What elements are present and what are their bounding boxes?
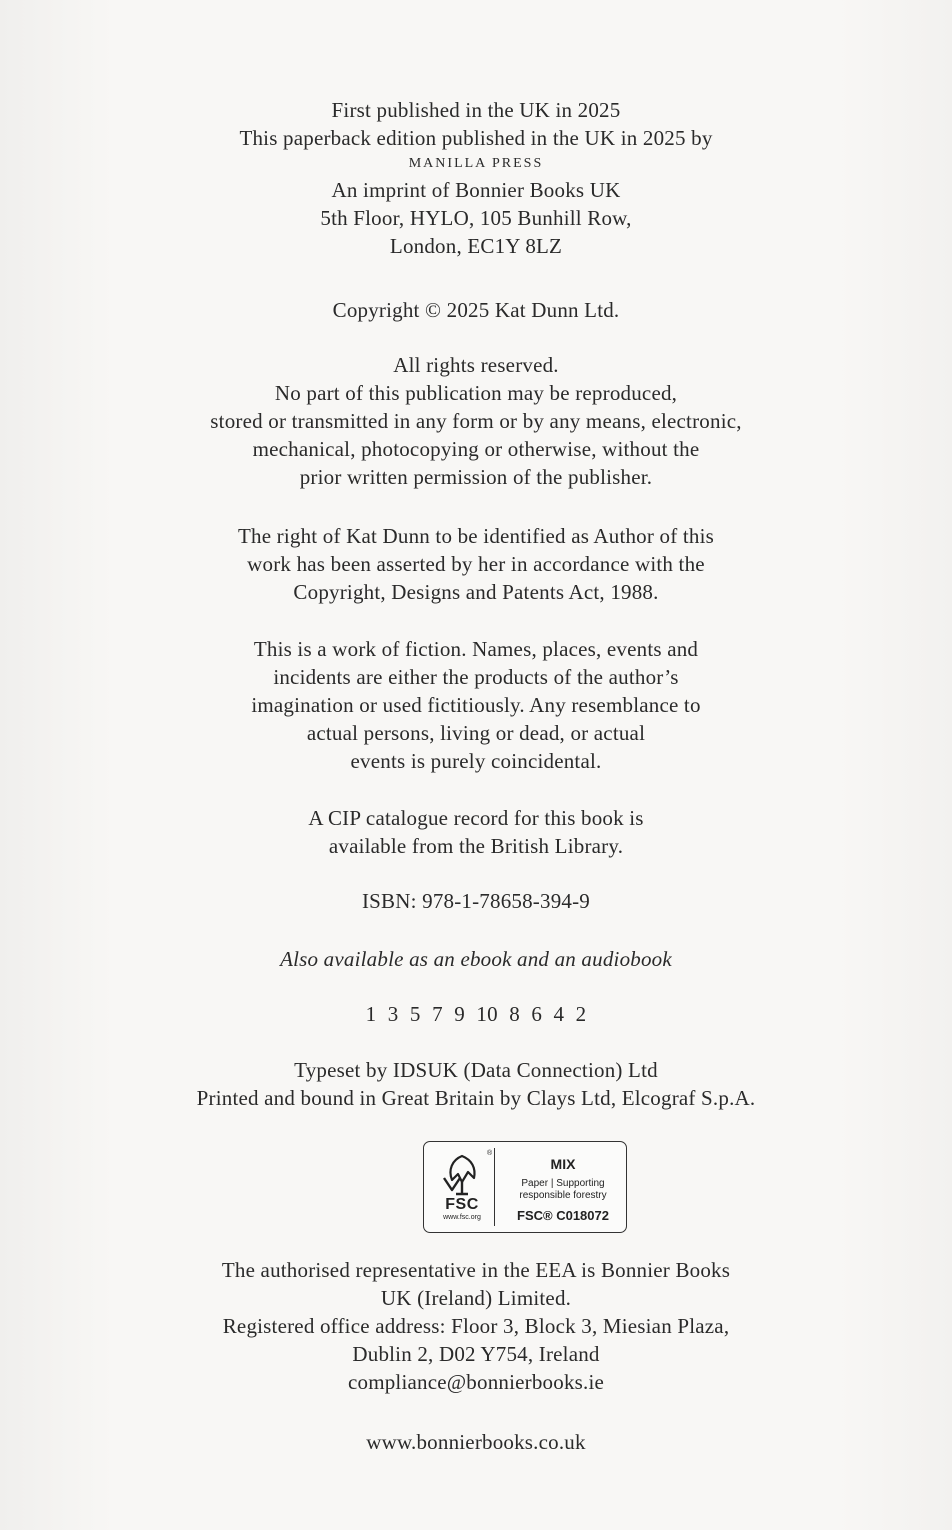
fsc-registered-mark: ®: [487, 1150, 493, 1157]
fiction-line: imagination or used fictitiously. Any resemblance to: [251, 693, 701, 717]
fsc-mix: MIX: [550, 1156, 576, 1172]
typeset-line: Typeset by IDSUK (Data Connection) Ltd: [294, 1058, 658, 1082]
rights-notice: [0, 351, 952, 491]
rights-line: No part of this publication may be reproduced,: [274, 381, 678, 405]
fsc-code: FSC® C018072: [517, 1208, 609, 1223]
website: [0, 1428, 952, 1456]
printing-numbers: 1 3 5 7 9 10 8 6 4 2: [365, 1002, 587, 1026]
fsc-tree-icon: [438, 1152, 486, 1196]
fiction-line: events is purely coincidental.: [350, 749, 602, 773]
fiction-notice: [0, 635, 952, 775]
cip-notice: [0, 804, 952, 860]
fsc-brand: FSC: [445, 1196, 479, 1213]
publication-info: [0, 96, 952, 260]
eea-line: UK (Ireland) Limited.: [380, 1286, 572, 1310]
author-right-line: work has been asserted by her in accordance with the: [247, 552, 705, 576]
printed-line: Printed and bound in Great Britain by Clays Ltd, Elcograf S.p.A.: [196, 1086, 756, 1110]
formats-notice: [0, 945, 952, 973]
formats-line: Also available as an ebook and an audiobook: [280, 947, 672, 971]
cip-line: available from the British Library.: [328, 834, 624, 858]
fsc-url: www.fsc.org: [443, 1214, 481, 1221]
address-line: 5th Floor, HYLO, 105 Bunhill Row,: [320, 206, 632, 230]
isbn-line: ISBN: 978-1-78658-394-9: [361, 889, 590, 913]
eea-line: The authorised representative in the EEA is Bonnier Books: [221, 1258, 731, 1282]
production-info: [0, 1056, 952, 1112]
eea-line: Dublin 2, D02 Y754, Ireland: [352, 1342, 600, 1366]
copyright-notice: [0, 296, 952, 324]
fiction-line: incidents are either the products of the author’s: [273, 665, 679, 689]
author-right-notice: [0, 522, 952, 606]
fiction-line: actual persons, living or dead, or actual: [306, 721, 646, 745]
rights-line: prior written permission of the publisher.: [299, 465, 653, 489]
fiction-line: This is a work of fiction. Names, places, events and: [253, 637, 699, 661]
fsc-label: [423, 1141, 627, 1233]
imprint-name: MANILLA PRESS: [408, 156, 544, 171]
eea-representative: [0, 1256, 952, 1396]
eea-line: Registered office address: Floor 3, Block 3, Miesian Plaza,: [222, 1314, 730, 1338]
fsc-desc-line: responsible forestry: [519, 1190, 607, 1201]
author-right-line: Copyright, Designs and Patents Act, 1988.: [293, 580, 659, 604]
printing-line: [0, 1000, 952, 1028]
rights-line: stored or transmitted in any form or by any means, electronic,: [210, 409, 742, 433]
fsc-description: [502, 1178, 624, 1202]
cip-line: A CIP catalogue record for this book is: [308, 806, 644, 830]
address-line: London, EC1Y 8LZ: [389, 234, 563, 258]
fsc-logo-panel: [430, 1148, 495, 1226]
copyright-line: Copyright © 2025 Kat Dunn Ltd.: [332, 298, 620, 322]
first-published-line: First published in the UK in 2025: [331, 98, 621, 122]
eea-email: compliance@bonnierbooks.ie: [347, 1370, 605, 1394]
website-url: www.bonnierbooks.co.uk: [366, 1430, 586, 1454]
fsc-desc-line: Paper | Supporting: [521, 1178, 605, 1189]
rights-line: mechanical, photocopying or otherwise, without the: [252, 437, 700, 461]
author-right-line: The right of Kat Dunn to be identified as Author of this: [237, 524, 715, 548]
rights-line: All rights reserved.: [393, 353, 559, 377]
paperback-edition-line: This paperback edition published in the UK in 2025 by: [239, 126, 713, 150]
isbn: [0, 887, 952, 915]
imprint-line: An imprint of Bonnier Books UK: [331, 178, 621, 202]
